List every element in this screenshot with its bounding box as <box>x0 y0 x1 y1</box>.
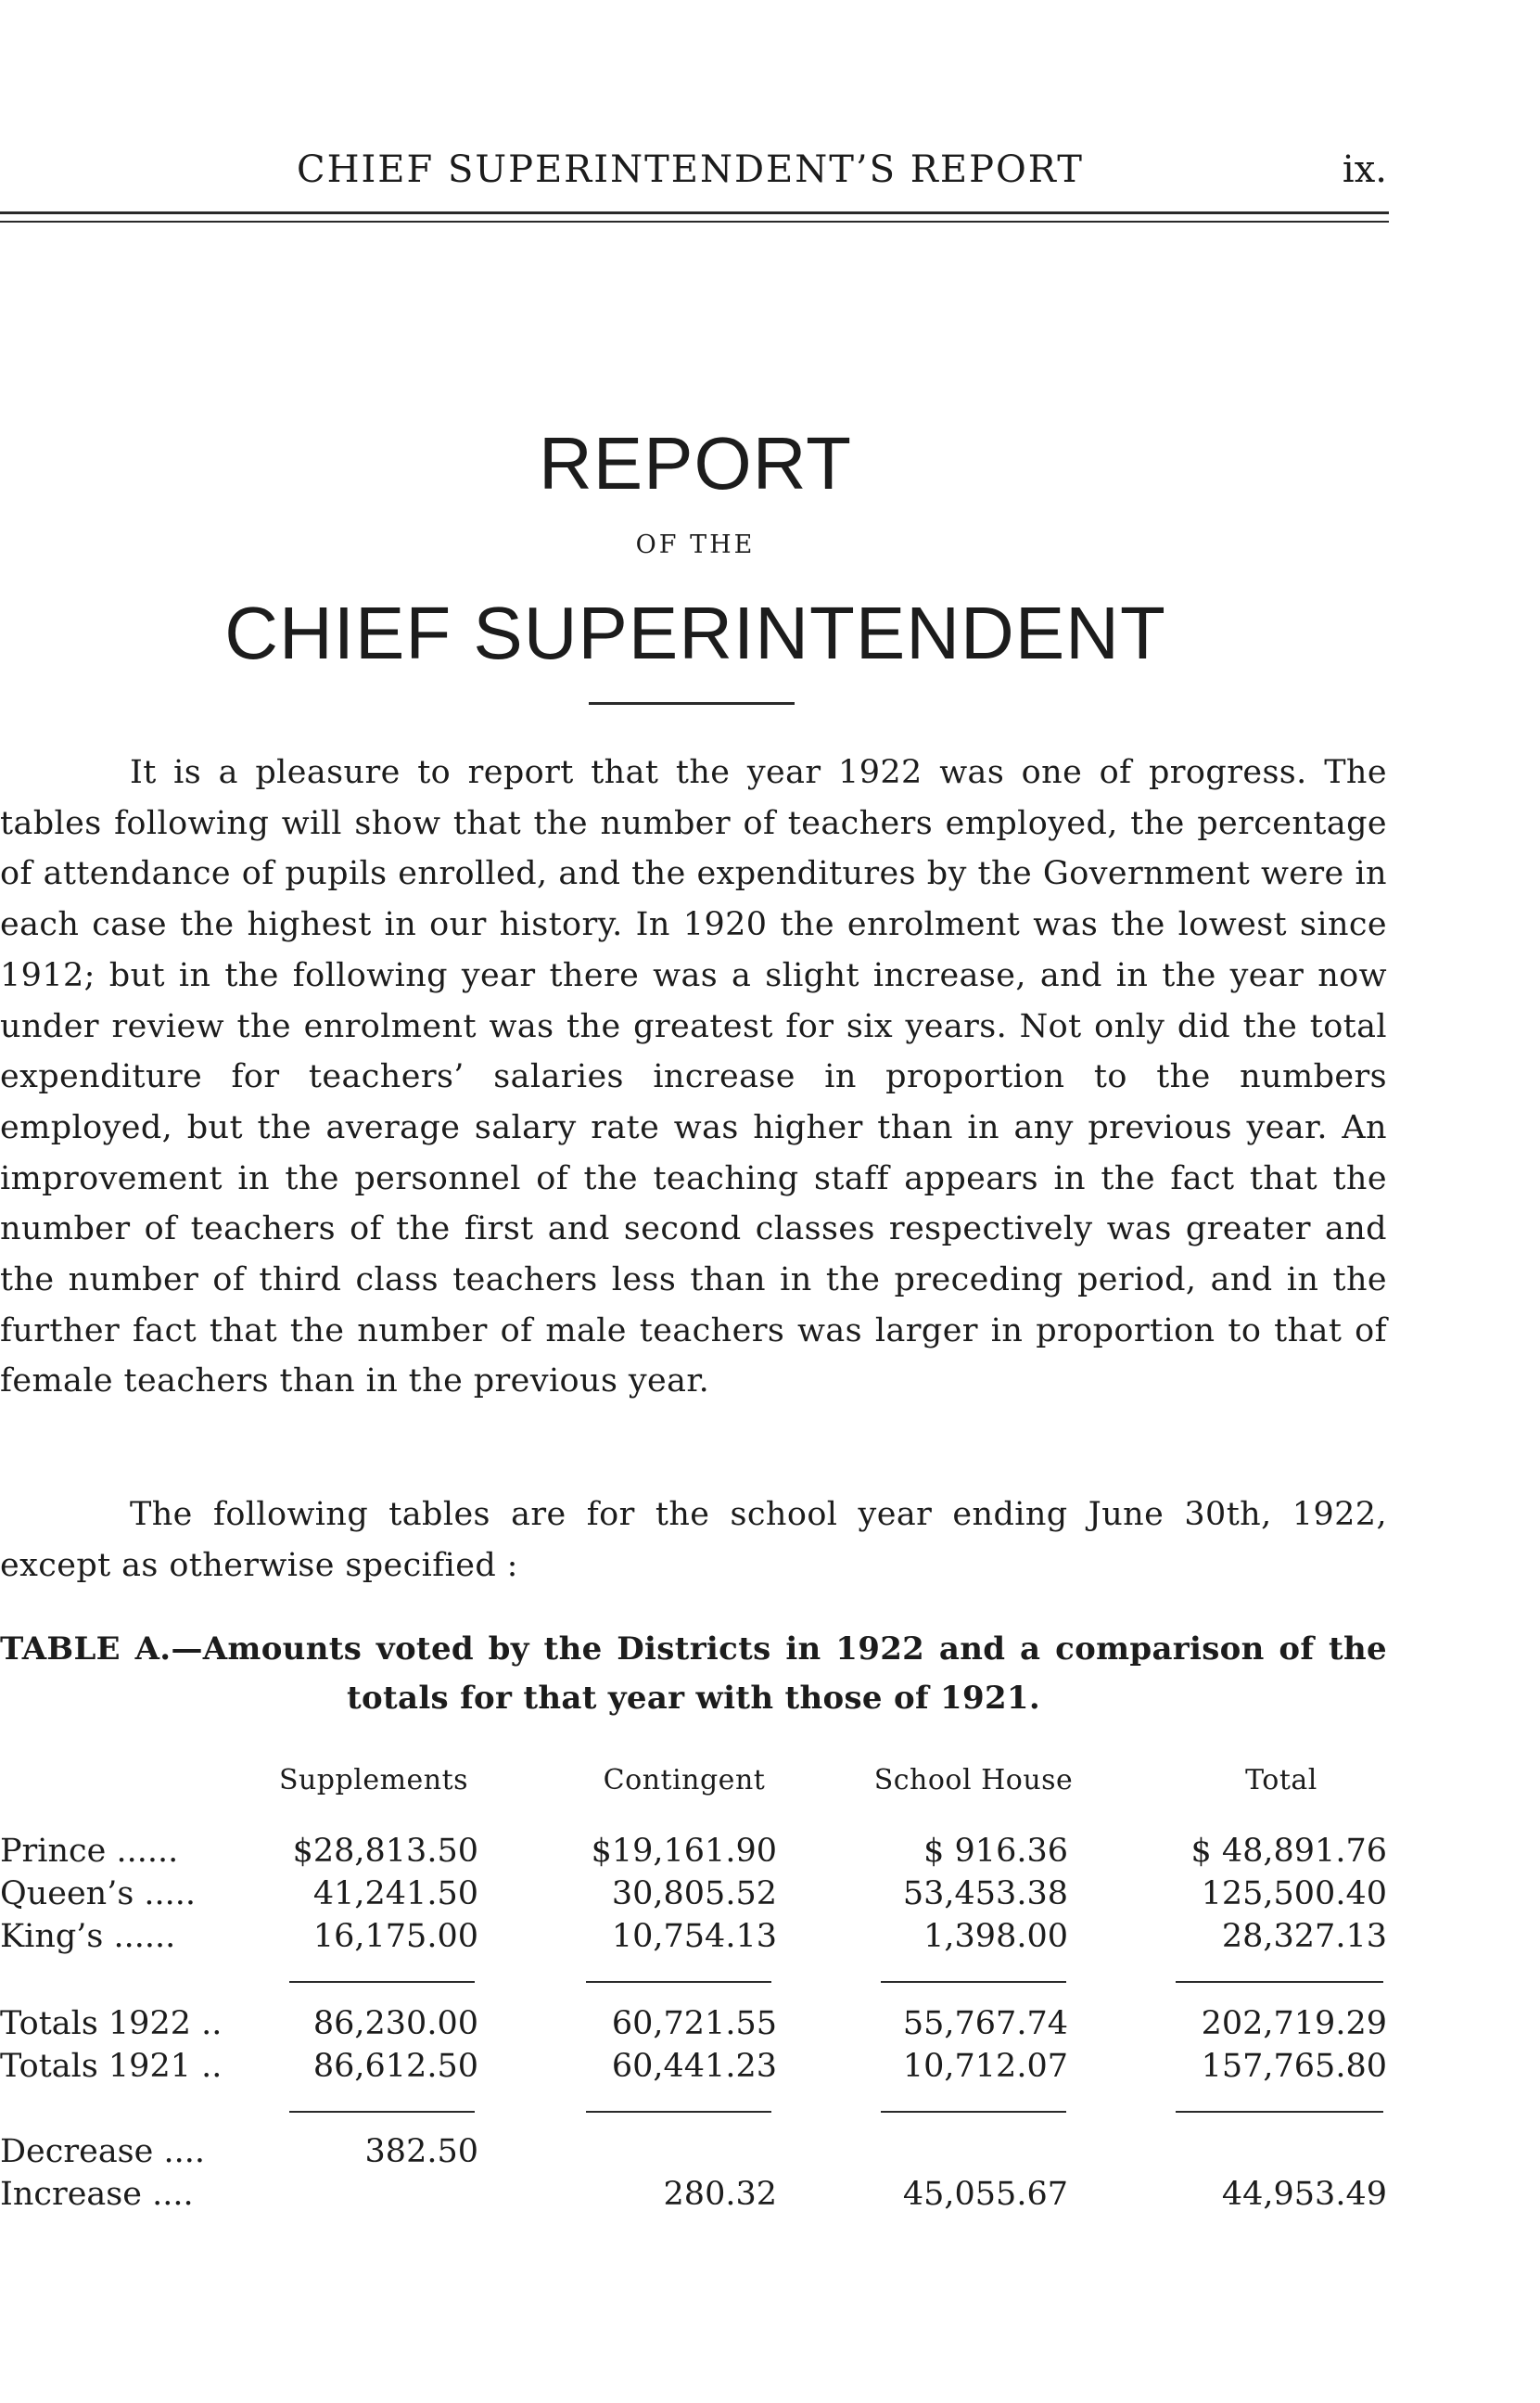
table-cell: 16,175.00 <box>312 1918 478 1955</box>
row-label-prince: Prince ...... <box>0 1833 179 1870</box>
table-cell: 45,055.67 <box>902 2176 1068 2213</box>
running-head <box>0 147 1540 202</box>
table-cell: 125,500.40 <box>1201 1875 1387 1912</box>
sum-rule <box>1176 1981 1383 1983</box>
page-number: ix. <box>1342 148 1387 191</box>
table-cell: $28,813.50 <box>292 1833 478 1870</box>
table-cell: 60,441.23 <box>611 2048 777 2085</box>
table-cell: 1,398.00 <box>923 1918 1068 1955</box>
table-cell: 10,712.07 <box>902 2048 1068 2085</box>
table-cell: $ 916.36 <box>923 1833 1068 1870</box>
row-label-decrease: Decrease .... <box>0 2133 205 2170</box>
row-label-increase: Increase .... <box>0 2176 194 2213</box>
table-cell: 44,953.49 <box>1221 2176 1387 2213</box>
table-cell: 53,453.38 <box>902 1875 1068 1912</box>
table-cell: 10,754.13 <box>611 1918 777 1955</box>
table-cell: 30,805.52 <box>611 1875 777 1912</box>
row-label-kings: King’s ...... <box>0 1918 176 1955</box>
table-cell: 202,719.29 <box>1201 2005 1387 2042</box>
intro-paragraph: It is a pleasure to report that the year 1922 was one of progress. The tables following will show that the number of teachers employed, the percentage of attendance of pupils enrolled, and the expenditures by the Government were in each case the highest in our history. In 1920 the enrolment was the lowest since 1912; but in the following year there was a slight increase, and in the year now under review the enrolment was the greatest for six years. Not only did the total expenditure for teachers’ salaries increase in proportion to the numbers employed, but the average salary rate was higher than in any previous year. An improvement in the personnel of the teaching staff appears in the fact that the number of teachers of the first and second classes respectively was greater and the number of third class teachers less than in the preceding period, and in the further fact that the number of male teachers was larger in proportion to that of female teachers than in the previous year. <box>0 754 1387 1400</box>
table-cell: $19,161.90 <box>591 1833 777 1870</box>
table-cell: 41,241.50 <box>312 1875 478 1912</box>
difference-rule <box>586 2111 771 2113</box>
column-header-total: Total <box>1245 1764 1317 1796</box>
table-cell: 86,612.50 <box>312 2048 478 2085</box>
title-chief-superintendent: CHIEF SUPERINTENDENT <box>224 592 1166 674</box>
title-report: REPORT <box>539 422 852 505</box>
column-header-school-house: School House <box>873 1764 1074 1796</box>
difference-rule <box>881 2111 1066 2113</box>
column-header-contingent: Contingent <box>603 1764 766 1796</box>
tables-note-paragraph: The following tables are for the school year ending June 30th, 1922, except as otherwise specified : <box>0 1496 1387 1584</box>
table-cell: 60,721.55 <box>611 2005 777 2042</box>
row-label-queens: Queen’s ..... <box>0 1875 197 1912</box>
table-a-caption: TABLE A.—Amounts voted by the Districts in 1922 and a comparison of the totals for that year with those of 1921. <box>0 1630 1387 1717</box>
header-rule-secondary <box>0 221 1389 223</box>
table-cell: 280.32 <box>663 2176 777 2213</box>
row-label-totals-1921: Totals 1921 .. <box>0 2048 223 2085</box>
sum-rule <box>881 1981 1066 1983</box>
header-rule <box>0 211 1389 214</box>
table-cell: 86,230.00 <box>312 2005 478 2042</box>
table-cell: 157,765.80 <box>1201 2048 1387 2085</box>
title-of-the: OF THE <box>635 530 756 559</box>
sum-rule <box>586 1981 771 1983</box>
table-cell: 28,327.13 <box>1221 1918 1387 1955</box>
difference-rule <box>289 2111 475 2113</box>
running-title: CHIEF SUPERINTENDENT’S REPORT <box>297 148 1084 191</box>
table-cell: 382.50 <box>364 2133 478 2170</box>
table-cell: 55,767.74 <box>902 2005 1068 2042</box>
sum-rule <box>289 1981 475 1983</box>
column-header-supplements: Supplements <box>278 1764 469 1796</box>
table-cell: $ 48,891.76 <box>1190 1833 1387 1870</box>
title-divider <box>589 702 795 705</box>
difference-rule <box>1176 2111 1383 2113</box>
row-label-totals-1922: Totals 1922 .. <box>0 2005 223 2042</box>
